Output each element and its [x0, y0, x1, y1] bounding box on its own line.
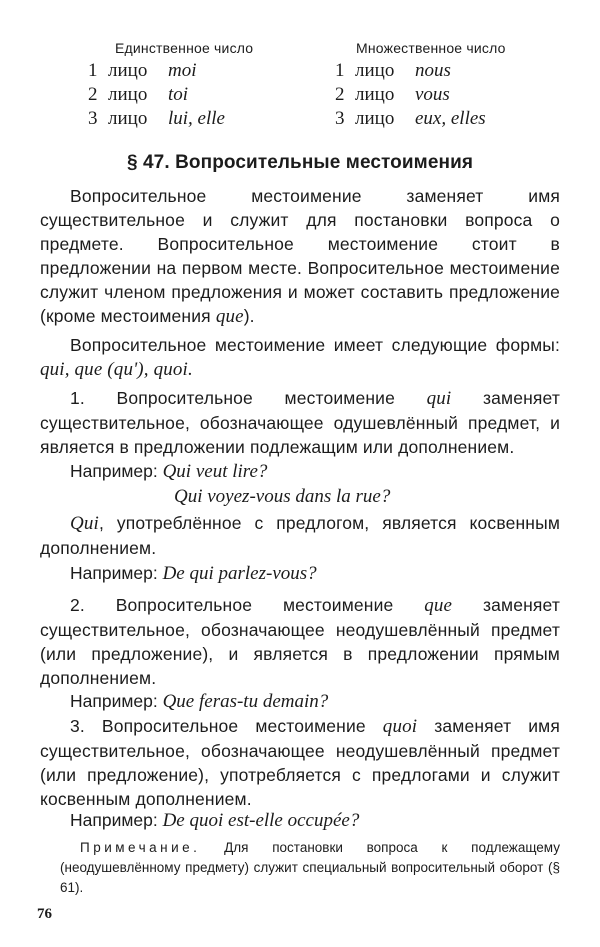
- singular-row-3: [88, 108, 225, 130]
- singular-row-1: [88, 60, 197, 82]
- paragraph-lead: 1. Вопросительное местоимение: [70, 388, 427, 408]
- french-pronoun: moi: [168, 60, 197, 81]
- example-label: Например:: [70, 691, 163, 711]
- example-label: Например:: [70, 461, 163, 481]
- paragraph-text: заменяет существительное, обозначающее одушевлённый предмет, и является в предложении подлежащим или дополнением.: [40, 388, 560, 457]
- section-heading: § 47. Вопросительные местоимения: [126, 152, 474, 173]
- french-term: qui: [426, 388, 452, 409]
- intro-text: Вопросительное местоимение заменяет имя существительное и служит для постановки вопроса о предмете. Вопросительное местоимение стоит в предложении на первом месте. Вопросительное местоимение служит членом предложения и может составить предложение (кроме местоимения: [40, 186, 560, 326]
- singular-row-2: [88, 84, 188, 106]
- note: [60, 838, 560, 898]
- french-pronoun: eux, elles: [415, 108, 486, 129]
- example-2: [70, 563, 317, 585]
- plural-row-2: [335, 84, 450, 106]
- example-3: [70, 691, 328, 713]
- person-word: лицо: [355, 108, 395, 129]
- plural-row-3: [335, 108, 486, 130]
- paragraph-qui: [40, 386, 560, 459]
- singular-header: Единственное число: [115, 40, 254, 56]
- french-pronoun: vous: [415, 84, 450, 105]
- french-pronoun: nous: [415, 60, 451, 81]
- example-1: [70, 461, 267, 483]
- french-term: quoi: [382, 716, 418, 737]
- person-number: 3: [88, 108, 98, 129]
- example-label: Например:: [70, 563, 163, 583]
- paragraph-text: , употреблённое с предлогом, является косвенным дополнением.: [40, 513, 560, 558]
- person-word: лицо: [355, 60, 395, 81]
- french-term: que: [215, 306, 244, 327]
- person-number: 2: [335, 84, 345, 105]
- paragraph-qui-preposition: [40, 511, 560, 560]
- french-term: que: [424, 595, 453, 616]
- plural-row-1: [335, 60, 451, 82]
- note-text: Для постановки вопроса к подлежащему (неодушевлённому предмету) служит специальный вопросительный оборот (§ 61).: [60, 840, 560, 895]
- example-french: Qui veut lire?: [162, 461, 268, 482]
- paragraph-lead: 2. Вопросительное местоимение: [70, 595, 425, 615]
- french-term: Qui: [70, 513, 99, 534]
- example-french: De quoi est-elle occupée?: [162, 810, 360, 831]
- paragraph-lead: 3. Вопросительное местоимение: [70, 716, 383, 736]
- person-word: лицо: [355, 84, 395, 105]
- example-french: De qui parlez-vous?: [162, 563, 317, 584]
- note-label: Примечание.: [80, 840, 201, 855]
- plural-header: Множественное число: [356, 40, 506, 56]
- person-number: 1: [88, 60, 98, 81]
- example-french: Qui voyez-vous dans la rue?: [174, 486, 391, 507]
- example-label: Например:: [70, 810, 163, 830]
- forms-text: Вопросительное местоимение имеет следующие формы:: [70, 335, 560, 355]
- example-4: [70, 810, 359, 832]
- french-pronoun: toi: [168, 84, 189, 105]
- french-forms: qui, que (qu'), quoi.: [40, 359, 193, 380]
- person-word: лицо: [108, 108, 148, 129]
- paragraph-que: [40, 593, 560, 690]
- paragraph-quoi: [40, 714, 560, 811]
- example-1b: [174, 486, 390, 508]
- french-pronoun: lui, elle: [168, 108, 225, 129]
- person-number: 1: [335, 60, 345, 81]
- page-number: 76: [37, 906, 52, 922]
- paragraph-text: заменяет имя существительное, обозначающее неодушевлённый предмет (или предложение), употребляется с предлогами и служит косвенным дополнением.: [40, 716, 560, 809]
- person-number: 2: [88, 84, 98, 105]
- example-french: Que feras-tu demain?: [162, 691, 329, 712]
- person-number: 3: [335, 108, 345, 129]
- intro-paragraph: [40, 184, 560, 329]
- person-word: лицо: [108, 60, 148, 81]
- forms-paragraph: [40, 333, 560, 382]
- person-word: лицо: [108, 84, 148, 105]
- paragraph-text: заменяет существительное, обозначающее неодушевлённый предмет (или предложение), и является в предложении прямым дополнением.: [40, 595, 560, 688]
- intro-tail: ).: [243, 306, 255, 326]
